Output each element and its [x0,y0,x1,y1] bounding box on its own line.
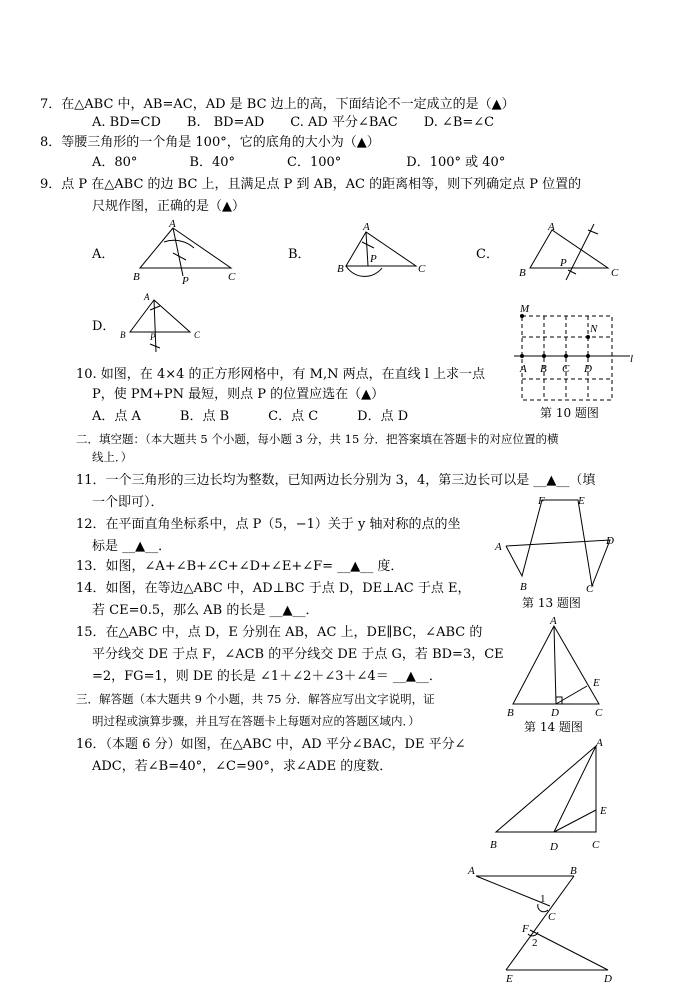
fig9a-label-p: P [182,275,189,287]
q11-stem: 11．一个三角形的三边长均为整数，已知两边长分别为 3，4，第三边长可以是 __▲__（填 [76,473,596,488]
angles-label-b: B [570,865,577,877]
fig9c-label-c: C [611,267,619,279]
angles-label-f: F [522,923,529,935]
q7-stem: 7．在△ABC 中，AB=AC，AD 是 BC 边上的高，下面结论不一定成立的是（▲） [40,97,515,112]
q14-stem-cont: 若 CE=0.5，那么 AB 的长是 __▲__． [92,603,319,618]
q15-stem: 15．在△ABC 中，点 D，E 分别在 AB，AC 上，DE∥BC，∠ABC 的 [76,625,483,640]
fig16-label-b: B [490,839,497,851]
fig9a-diagram [128,220,248,290]
angles-label-2: 2 [532,937,538,949]
fig9b-diagram [334,220,434,290]
fig13-label-a: A [495,541,502,553]
fig10-label-a: A [520,363,527,375]
q10-stem: 10. 如图，在 4×4 的正方形网格中，有 M,N 两点，在直线 l 上求一点 [76,367,486,382]
fig10-diagram [510,300,640,405]
angles-label-c: C [548,911,556,923]
q7-options: A. BD=CD B. BD=AD C. AD 平分∠BAC D. ∠B=∠C [92,115,495,130]
angles-label-a: A [468,865,475,877]
angles-label-1: 1 [540,893,546,905]
section-2-heading: 二．填空题：（本大题共 5 个小题，每小题 3 分，共 15 分．把答案填在答题卡的对应位置的横 [76,432,559,446]
fig13-label-b: B [520,581,527,593]
section-3-heading-cont: 明过程或演算步骤，并且写在答题卡上每题对应的答题区域内．） [92,714,420,728]
fig10-label-l: l [630,353,634,365]
fig13-label-d: D [606,535,614,547]
q9-option-d-label: D． [92,319,116,334]
angles-label-d: D [604,973,612,982]
q15-stem-cont1: 平分线交 DE 于点 F，∠ACB 的平分线交 DE 于点 G，若 BD=3，CE [92,647,504,662]
fig9b-label-a: A [363,221,370,233]
q10-options: A．点 A B．点 B C．点 C D．点 D [92,409,409,424]
q9-stem: 9．点 P 在△ABC 的边 BC 上，且满足点 P 到 AB，AC 的距离相等，则下列确定点 P 位置的 [40,177,582,192]
q16-stem-cont: ADC，若∠B=40°，∠C=90°，求∠ADE 的度数． [92,759,393,774]
q9-option-b-label: B． [288,247,311,262]
q10-stem-cont: P，使 PM+PN 最短，则点 P 的位置应选在（▲） [92,387,385,402]
fig9a-label-c: C [228,271,236,283]
fig14-label-c: C [595,707,603,719]
fig14-label-b: B [507,707,514,719]
q14-stem: 14．如图，在等边△ABC 中，AD⊥BC 于点 D，DE⊥AC 于点 E， [76,581,471,596]
q8-stem: 8．等腰三角形的一个角是 100°，它的底角的大小为（▲） [40,135,380,150]
fig9c-diagram [516,220,626,290]
fig10-caption: 第 10 题图 [540,406,599,420]
fig9a-label-a: A [169,218,176,230]
q13-stem: 13．如图，∠A+∠B+∠C+∠D+∠E+∠F= __▲__ 度． [76,559,404,574]
fig9c-label-p: P [560,257,567,269]
fig10-label-d: D [584,363,592,375]
fig9d-label-c: C [194,330,201,340]
section-2-heading-cont: 线上．） [92,450,133,464]
section-3-heading: 三．解答题（本大题共 9 个小题，共 75 分．解答应写出文字说明，证 [76,692,435,706]
angles-label-e: E [506,973,513,982]
q8-options: A．80° B．40° C．100° D．100° 或 40° [92,155,506,170]
fig10-label-m: M [520,303,530,315]
fig9c-label-a: A [548,221,555,233]
q16-stem: 16．（本题 6 分）如图，在△ABC 中，AD 平分∠BAC，DE 平分∠ [76,737,466,752]
fig16-label-e: E [600,805,607,817]
fig9b-label-c: C [418,263,426,275]
fig14-caption: 第 14 题图 [524,720,583,734]
fig16-label-d: D [550,841,558,853]
q12-stem: 12．在平面直角坐标系中，点 P（5，−1）关于 y 轴对称的点的坐 [76,517,461,532]
fig9c-label-b: B [519,267,526,279]
q9-stem-cont: 尺规作图，正确的是（▲） [92,199,245,214]
fig14-diagram [505,616,610,721]
fig9a-label-b: B [133,271,140,283]
fig10-label-n: N [590,323,598,335]
fig9d-label-p: P [150,332,156,342]
fig9d-label-a: A [144,292,150,302]
q11-stem-cont: 一个即可）． [92,495,164,510]
fig9d-diagram [118,292,208,356]
q9-option-a-label: A． [92,247,115,262]
fig14-label-a: A [550,615,557,627]
fig13-diagram [492,494,622,594]
fig16-label-c: C [592,839,600,851]
angles-figure-diagram [462,860,622,982]
fig14-label-d: D [551,707,559,719]
fig13-label-c: C [586,583,594,595]
fig13-label-f: F [538,495,545,507]
fig13-caption: 第 13 题图 [522,596,581,610]
q15-stem-cont2: =2，FG=1，则 DE 的长是 ∠1＋∠2＋∠3＋∠4＝ __▲__． [92,669,442,684]
q9-option-c-label: C． [476,247,499,262]
fig9b-label-p: P [370,253,377,265]
fig10-label-c: C [562,363,570,375]
fig13-label-e: E [578,495,585,507]
fig16-label-a: A [596,737,603,749]
fig10-label-b: B [540,363,547,375]
fig9b-label-b: B [337,263,344,275]
fig16-diagram [484,736,614,856]
fig14-label-e: E [593,677,600,689]
fig9d-label-b: B [120,330,126,340]
q12-stem-cont: 标是 __▲__． [92,539,172,554]
